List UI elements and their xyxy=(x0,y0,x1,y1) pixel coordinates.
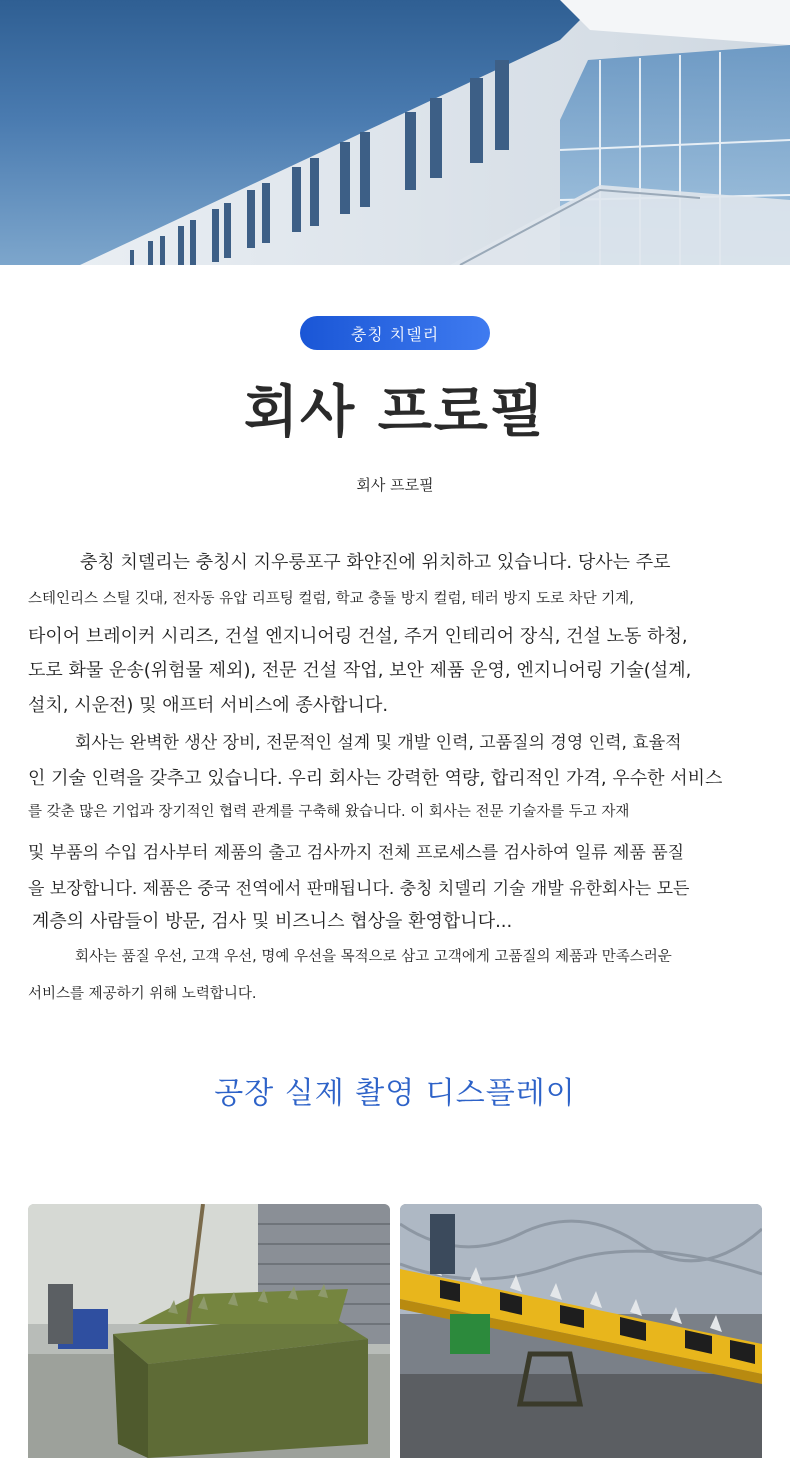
intro-line: 충칭 치델리는 충칭시 지우룽포구 화얀진에 위치하고 있습니다. 당사는 주로 xyxy=(80,552,671,573)
green-road-blocker-photo xyxy=(28,1204,390,1458)
building-photo xyxy=(0,0,790,265)
page-title: 회사 프로필 xyxy=(244,380,546,445)
intro-line: 및 부품의 수입 검사부터 제품의 출고 검사까지 전체 프로세스를 검사하여 일류 제품 품질 xyxy=(28,843,685,863)
intro-line: 계층의 사람들이 방문, 검사 및 비즈니스 협상을 환영합니다... xyxy=(32,911,513,932)
intro-line: 회사는 완벽한 생산 장비, 전문적인 설계 및 개발 인력, 고품질의 경영 인력, 효율적 xyxy=(75,733,682,753)
intro-line: 를 갖춘 많은 기업과 장기적인 협력 관계를 구축해 왔습니다. 이 회사는 전문 기술자를 두고 자재 xyxy=(28,804,630,820)
intro-line: 설치, 시운전) 및 애프터 서비스에 종사합니다. xyxy=(28,695,389,716)
badge-label: 충칭 치델리 xyxy=(350,324,440,344)
intro-line: 서비스를 제공하기 위해 노력합니다. xyxy=(28,986,257,1002)
intro-line: 스테인리스 스틸 깃대, 전자동 유압 리프팅 컬럼, 학교 충돌 방지 컬럼, 테러 방지 도로 차단 기계, xyxy=(28,591,634,607)
yellow-tire-killer-photo xyxy=(400,1204,762,1458)
company-badge xyxy=(300,316,490,350)
factory-section-title: 공장 실제 촬영 디스플레이 xyxy=(214,1076,576,1111)
intro-line: 회사는 품질 우선, 고객 우선, 명예 우선을 목적으로 삼고 고객에게 고품질의 제품과 만족스러운 xyxy=(75,949,672,965)
intro-line: 을 보장합니다. 제품은 중국 전역에서 판매됩니다. 충칭 치델리 기술 개발 유한회사는 모든 xyxy=(28,879,690,899)
intro-line: 타이어 브레이커 시리즈, 건설 엔지니어링 건설, 주거 인테리어 장식, 건설 노동 하청, xyxy=(28,626,688,647)
intro-line: 인 기술 인력을 갖추고 있습니다. 우리 회사는 강력한 역량, 합리적인 가격, 우수한 서비스 xyxy=(28,768,723,789)
intro-line: 도로 화물 운송(위험물 제외), 전문 건설 작업, 보안 제품 운영, 엔지니어링 기술(설계, xyxy=(28,660,692,681)
page-subtitle: 회사 프로필 xyxy=(356,476,434,494)
